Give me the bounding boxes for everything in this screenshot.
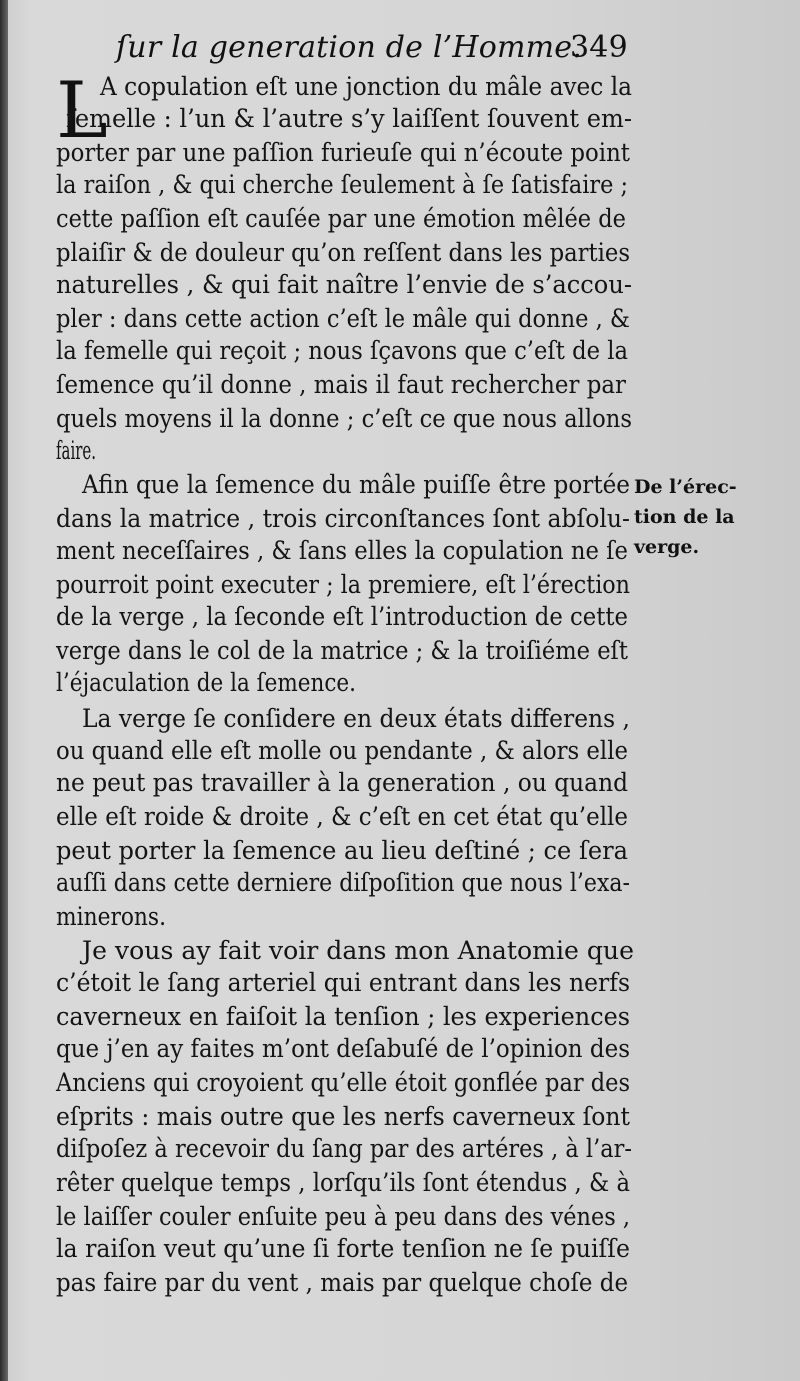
text-line: pourroit point executer ; la premiere, eſt l’érection: [56, 570, 630, 599]
text-line: la raiſon , & qui cherche ſeulement à ſe ſatisfaire ;: [56, 170, 628, 199]
text-line: dans la matrice , trois circonſtances ſont abſolu-: [56, 504, 630, 533]
text-line: A copulation eſt une jonction du mâle avec la: [100, 72, 632, 101]
text-line: l’éjaculation de la ſemence.: [56, 668, 356, 697]
drop-cap: L: [56, 66, 108, 156]
text-line: de la verge , la ſeconde eſt l’introduction de cette: [56, 602, 628, 631]
text-line: elle eſt roide & droite , & c’eſt en cet état qu’elle: [56, 802, 628, 831]
margin-note-line: tion de la: [634, 506, 735, 528]
text-line: Afin que la ſemence du mâle puiſſe être portée: [82, 470, 630, 499]
text-line: diſpoſez à recevoir du ſang par des artéres , à l’ar-: [56, 1134, 632, 1163]
text-line: quels moyens il la donne ; c’eſt ce que nous allons: [56, 404, 632, 433]
margin-note-line: De l’érec-: [634, 476, 737, 498]
running-head-title: ſur la generation de l’Homme.: [116, 30, 582, 65]
margin-note-line: verge.: [634, 536, 700, 558]
text-line: ou quand elle eſt molle ou pendante , & alors elle: [56, 736, 628, 765]
text-line: naturelles , & qui fait naître l’envie de s’accou-: [56, 270, 632, 299]
text-line: eſprits : mais outre que les nerfs caverneux ſont: [56, 1102, 630, 1131]
text-line: pas faire par du vent , mais par quelque choſe de: [56, 1268, 628, 1297]
text-line: la raiſon veut qu’une ſi forte tenſion ne ſe puiſſe: [56, 1234, 630, 1263]
text-line: Anciens qui croyoient qu’elle étoit gonflée par des: [56, 1068, 630, 1097]
text-line: La verge ſe conſidere en deux états differens ,: [82, 704, 630, 733]
text-line: plaiſir & de douleur qu’on reſſent dans les parties: [56, 238, 630, 267]
text-line: femelle : l’un & l’autre s’y laiſſent ſouvent em-: [66, 104, 632, 133]
margin-note: [634, 472, 764, 562]
running-head: [116, 30, 636, 70]
text-line: porter par une paſſion furieuſe qui n’écoute point: [56, 138, 630, 167]
text-line: le laiſſer couler enſuite peu à peu dans des vénes ,: [56, 1202, 630, 1231]
text-line: pler : dans cette action c’eſt le mâle qui donne , &: [56, 304, 630, 333]
bleed-through-marginalia: [752, 270, 800, 410]
text-line: ne peut pas travailler à la generation , ou quand: [56, 768, 628, 797]
text-line: auſſi dans cette derniere diſpoſition que nous l’exa-: [56, 868, 630, 897]
bleed-through-marginalia-lower: [752, 1155, 800, 1305]
text-line: que j’en ay faites m’ont deſabuſé de l’opinion des: [56, 1034, 630, 1063]
text-line: faire.: [56, 436, 96, 465]
text-line: c’étoit le ſang arteriel qui entrant dans les nerfs: [56, 968, 630, 997]
text-line: rêter quelque temps , lorſqu’ils ſont étendus , & à: [56, 1168, 630, 1197]
text-line: ſemence qu’il donne , mais il faut rechercher par: [56, 370, 626, 399]
text-line: cette paſſion eſt cauſée par une émotion mêlée de: [56, 204, 626, 233]
text-line: minerons.: [56, 902, 166, 931]
text-line: la femelle qui reçoit ; nous ſçavons que c’eſt de la: [56, 336, 628, 365]
body-text: [56, 68, 636, 1308]
text-line: verge dans le col de la matrice ; & la troiſiéme eſt: [56, 636, 628, 665]
text-line: caverneux en faiſoit la tenſion ; les experiences: [56, 1002, 630, 1031]
text-line: Je vous ay fait voir dans mon Anatomie que: [82, 936, 634, 965]
text-line: ment neceſſaires , & ſans elles la copulation ne ſe: [56, 536, 628, 565]
page-number: 349: [570, 30, 628, 65]
text-line: peut porter la ſemence au lieu deſtiné ; ce ſera: [56, 836, 628, 865]
